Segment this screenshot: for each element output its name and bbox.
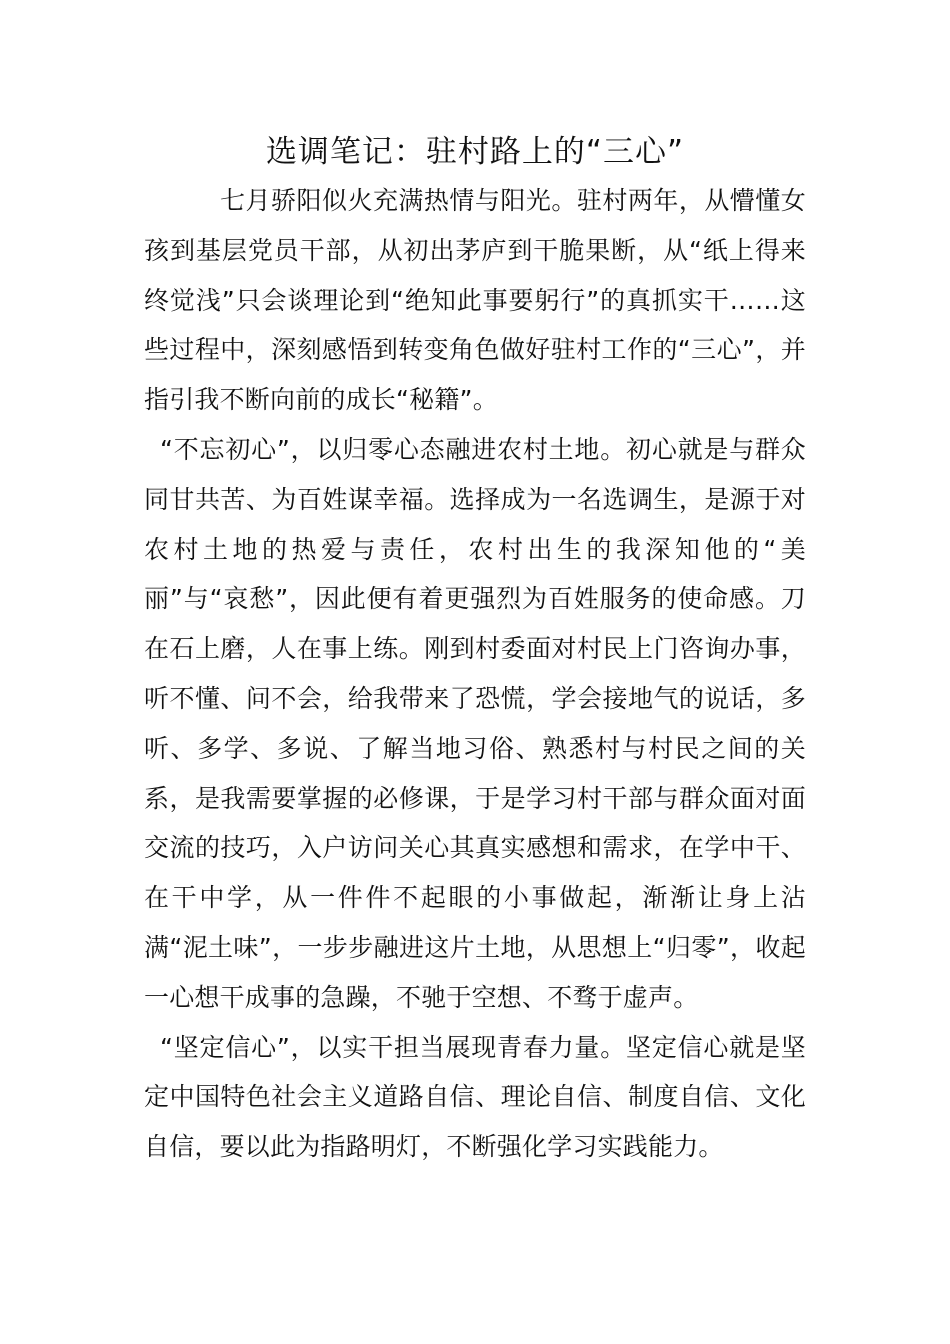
paragraph-original-aspiration: “不忘初心”，以归零心态融进农村土地。初心就是与群众同甘共苦、为百姓谋幸福。选择成为一名选调生，是源于对农村土地的热爱与责任，农村出生的我深知他的“美丽”与“哀愁”，因此便有着更强烈为百姓服务的使命感。刀在石上磨，人在事上练。刚到村委面对村民上门咨询办事，听不懂、问不会，给我带来了恐慌，学会接地气的说话，多听、多学、多说、了解当地习俗、熟悉村与村民之间的关系，是我需要掌握的必修课，于是学习村干部与群众面对面交流的技巧，入户访问关心其真实感想和需求，在学中干、在干中学，从一件件不起眼的小事做起，渐渐让身上沾满“泥土味”，一步步融进这片土地，从思想上“归零”，收起一心想干成事的急躁，不驰于空想、不骛于虚声。 xyxy=(144,434,806,1012)
document-body xyxy=(144,176,806,1172)
paragraph-firm-confidence: “坚定信心”，以实干担当展现青春力量。坚定信心就是坚定中国特色社会主义道路自信、理论自信、制度自信、文化自信，要以此为指路明灯，不断强化学习实践能力。 xyxy=(144,1032,806,1162)
paragraph-intro: 七月骄阳似火充满热情与阳光。驻村两年，从懵懂女孩到基层党员干部，从初出茅庐到干脆果断，从“纸上得来终觉浅”只会谈理论到“绝知此事要躬行”的真抓实干……这些过程中，深刻感悟到转变角色做好驻村工作的“三心”，并指引我不断向前的成长“秘籍”。 xyxy=(144,186,806,415)
document-title: 选调笔记：驻村路上的“三心” xyxy=(265,134,685,170)
